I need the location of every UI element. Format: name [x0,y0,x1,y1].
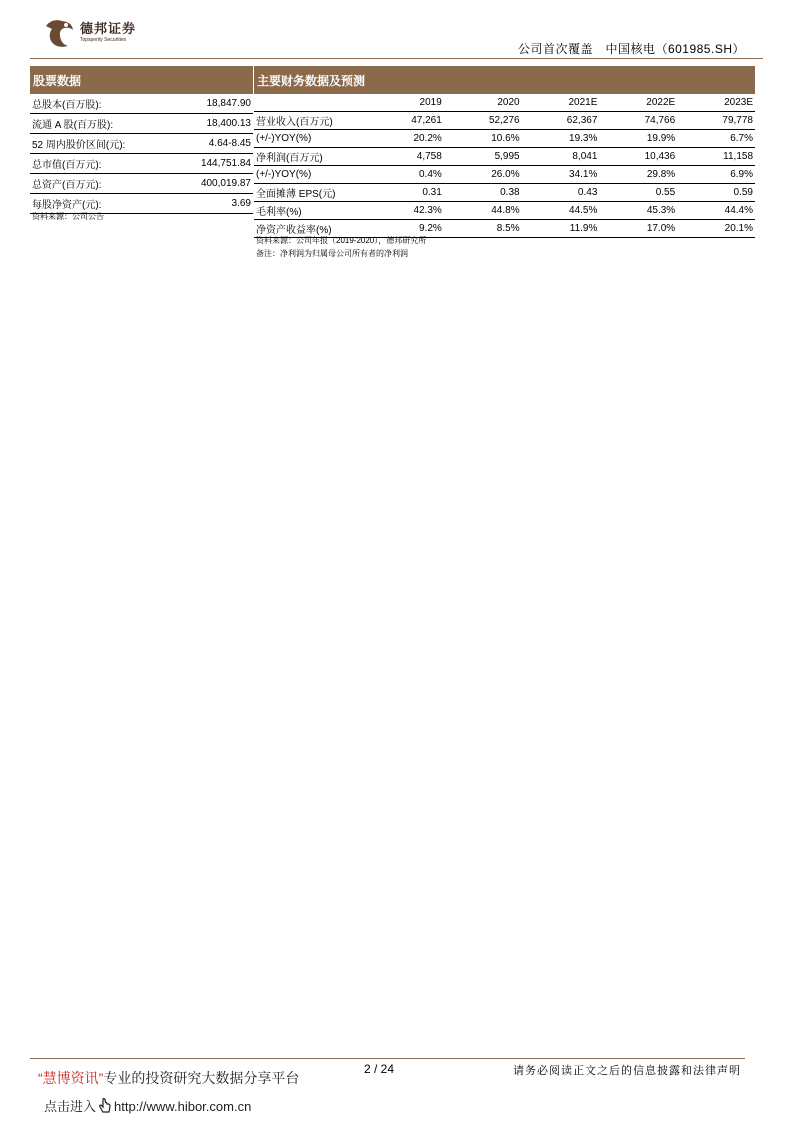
table-row [254,184,755,202]
page-number: 2 / 24 [364,1062,395,1076]
table-row [30,94,253,114]
cell: 4,758 [366,148,444,166]
row-label: 总股本(百万股): [30,94,173,114]
cell: 5,995 [444,148,522,166]
row-label: (+/-)YOY(%) [254,166,366,184]
row-label: 净利润(百万元) [254,148,366,166]
cell: 52,276 [444,112,522,130]
table-row [30,114,253,134]
cell: 9.2% [366,220,444,238]
cell: 45.3% [599,202,677,220]
cell: 26.0% [444,166,522,184]
legal-disclaimer: 请务必阅读正文之后的信息披露和法律声明 [513,1065,741,1077]
cell: 0.59 [677,184,755,202]
cell: 42.3% [366,202,444,220]
cell: 34.1% [522,166,600,184]
year-header: 2021E [522,94,600,112]
year-header-row [254,94,755,112]
cell: 8,041 [522,148,600,166]
logo-text-cn: 德邦证券 [80,21,137,36]
cell: 6.7% [677,130,755,148]
fin-table-note: 备注：净利润为归属母公司所有者的净利润 [256,249,408,258]
row-label: 总市值(百万元): [30,154,173,174]
row-label: 营业收入(百万元) [254,112,366,130]
header-divider [30,58,763,59]
cell: 11,158 [677,148,755,166]
cell: 29.8% [599,166,677,184]
year-header: 2022E [599,94,677,112]
logo-mark-icon [42,16,76,50]
cell: 6.9% [677,166,755,184]
cell: 11.9% [522,220,600,238]
cell: 44.5% [522,202,600,220]
row-label: 总资产(百万元): [30,174,173,194]
table-row [254,130,755,148]
promo-text: 专业的投资研究大数据分享平台 [103,1070,300,1086]
cell: 0.55 [599,184,677,202]
row-label: 全面摊薄 EPS(元) [254,184,366,202]
table-row [254,148,755,166]
row-value: 18,847.90 [173,94,253,114]
table-row [254,166,755,184]
table-row [254,202,755,220]
year-header: 2019 [366,94,444,112]
cell: 0.4% [366,166,444,184]
hand-pointer-icon [98,1098,112,1114]
report-title: 公司首次覆盖 中国核电（601985.SH） [517,42,745,56]
cell: 8.5% [444,220,522,238]
company-logo [42,16,152,52]
table-row [254,112,755,130]
table-row [30,154,253,174]
row-value: 18,400.13 [173,114,253,134]
row-label: 毛利率(%) [254,202,366,220]
cell: 10,436 [599,148,677,166]
row-label: 流通 A 股(百万股): [30,114,173,134]
cell: 0.38 [444,184,522,202]
row-label: 净资产收益率(%) [254,220,366,238]
link-url[interactable]: http://www.hibor.com.cn [114,1099,252,1114]
cell: 79,778 [677,112,755,130]
row-label: (+/-)YOY(%) [254,130,366,148]
stock-table-title: 股票数据 [30,66,253,94]
cell: 44.8% [444,202,522,220]
logo-text-en: Topsperity Securities [80,37,127,43]
row-label: 每股净资产(元): [30,194,173,214]
fin-table-title: 主要财务数据及预测 [254,66,755,94]
cell: 0.43 [522,184,600,202]
cell: 10.6% [444,130,522,148]
year-header: 2023E [677,94,755,112]
cell: 20.2% [366,130,444,148]
row-label: 52 周内股价区间(元): [30,134,173,154]
footer-divider [30,1058,745,1059]
link-prefix: 点击进入 [44,1099,97,1114]
promo-banner [38,1068,299,1088]
promo-link[interactable] [44,1096,251,1115]
financial-data-table [254,66,755,238]
fin-table-source: 资料来源：公司年报（2019-2020），德邦研究所 [256,236,427,245]
row-value: 144,751.84 [173,154,253,174]
cell: 74,766 [599,112,677,130]
table-row [30,134,253,154]
cell: 44.4% [677,202,755,220]
row-value: 400,019.87 [173,174,253,194]
cell: 47,261 [366,112,444,130]
cell: 19.9% [599,130,677,148]
cell: 20.1% [677,220,755,238]
promo-brand: “慧博资讯” [38,1070,104,1086]
cell: 17.0% [599,220,677,238]
cell: 19.3% [522,130,600,148]
cell: 0.31 [366,184,444,202]
year-header: 2020 [444,94,522,112]
row-value: 4.64-8.45 [173,134,253,154]
row-value: 3.69 [173,194,253,214]
stock-data-table [30,66,253,214]
table-row [30,174,253,194]
stock-table-source: 资料来源：公司公告 [32,212,104,221]
cell: 62,367 [522,112,600,130]
